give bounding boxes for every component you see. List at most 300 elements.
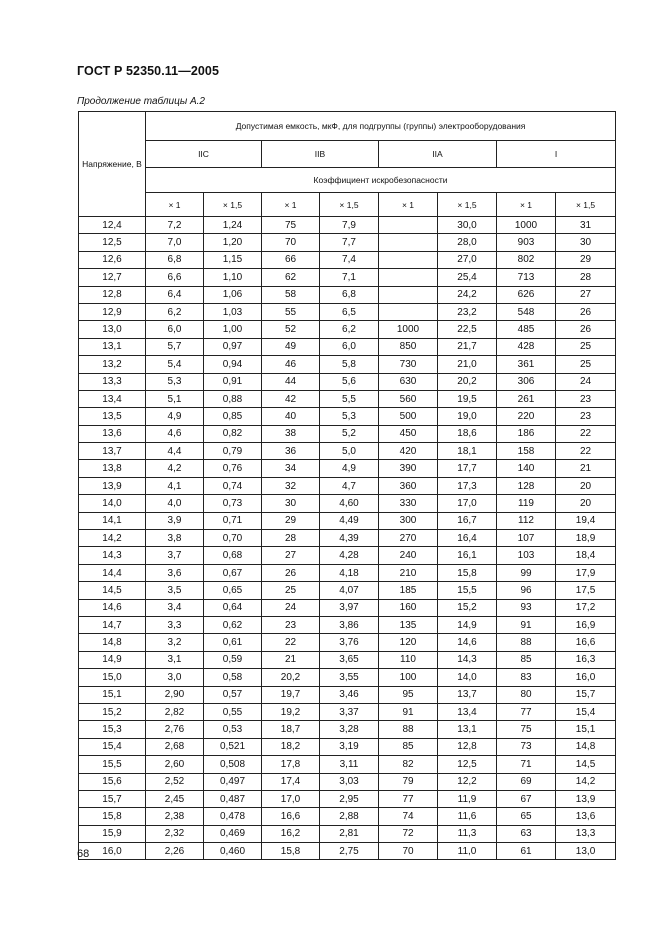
capacitance-cell: 28,0 [438,234,497,251]
capacitance-cell: 80 [497,686,556,703]
capacitance-cell: 17,3 [438,477,497,494]
capacitance-cell: 3,8 [146,530,204,547]
capacitance-cell: 548 [497,303,556,320]
capacitance-cell: 61 [497,843,556,860]
capacitance-cell: 77 [379,790,438,807]
capacitance-cell: 107 [497,530,556,547]
capacitance-cell: 28 [262,530,320,547]
capacitance-cell [379,234,438,251]
capacitance-cell: 2,32 [146,825,204,842]
capacitance-cell: 17,0 [262,790,320,807]
capacitance-cell: 119 [497,495,556,512]
capacitance-cell: 14,5 [556,756,616,773]
capacitance-cell: 0,85 [204,408,262,425]
capacitance-cell: 14,8 [556,738,616,755]
capacitance-cell: 0,76 [204,460,262,477]
capacitance-cell: 626 [497,286,556,303]
capacitance-cell: 3,2 [146,634,204,651]
voltage-cell: 15,3 [79,721,146,738]
capacitance-cell: 18,2 [262,738,320,755]
capacitance-cell: 14,9 [438,616,497,633]
group-header-i: I [497,141,616,168]
voltage-cell: 15,2 [79,703,146,720]
capacitance-cell: 360 [379,477,438,494]
capacitance-cell: 0,97 [204,338,262,355]
capacitance-cell: 11,6 [438,808,497,825]
capacitance-cell: 2,90 [146,686,204,703]
voltage-cell: 16,0 [79,843,146,860]
multiplier-header: × 1,5 [556,193,616,217]
capacitance-cell: 6,6 [146,269,204,286]
capacitance-cell: 2,75 [320,843,379,860]
table-row [79,443,616,460]
capacitance-cell: 21 [262,651,320,668]
capacitance-cell: 1,15 [204,251,262,268]
capacitance-cell: 16,0 [556,669,616,686]
capacitance-cell: 0,73 [204,495,262,512]
capacitance-cell: 4,9 [320,460,379,477]
capacitance-cell: 0,478 [204,808,262,825]
capacitance-cell: 96 [497,582,556,599]
capacitance-cell: 330 [379,495,438,512]
capacitance-header: Допустимая емкость, мкФ, для подгруппы (группы) электрооборудования [146,112,616,141]
capacitance-cell: 19,4 [556,512,616,529]
capacitance-cell: 3,03 [320,773,379,790]
capacitance-cell: 16,9 [556,616,616,633]
capacitance-cell: 17,5 [556,582,616,599]
multiplier-header: × 1 [379,193,438,217]
capacitance-cell: 16,3 [556,651,616,668]
capacitance-cell: 12,8 [438,738,497,755]
capacitance-cell: 7,2 [146,217,204,234]
capacitance-cell: 630 [379,373,438,390]
capacitance-cell: 70 [379,843,438,860]
voltage-cell: 13,9 [79,477,146,494]
capacitance-cell: 15,4 [556,703,616,720]
capacitance-cell: 0,79 [204,443,262,460]
capacitance-cell: 220 [497,408,556,425]
capacitance-cell: 17,9 [556,564,616,581]
capacitance-cell: 3,37 [320,703,379,720]
capacitance-cell: 103 [497,547,556,564]
capacitance-cell: 3,1 [146,651,204,668]
capacitance-cell: 93 [497,599,556,616]
capacitance-cell: 24 [262,599,320,616]
capacitance-cell: 14,2 [556,773,616,790]
capacitance-cell: 73 [497,738,556,755]
capacitance-cell: 25 [556,338,616,355]
capacitance-cell: 3,46 [320,686,379,703]
voltage-cell: 12,6 [79,251,146,268]
capacitance-cell: 15,2 [438,599,497,616]
capacitance-cell: 0,62 [204,616,262,633]
capacitance-cell: 0,82 [204,425,262,442]
capacitance-cell: 16,6 [262,808,320,825]
capacitance-cell: 0,521 [204,738,262,755]
capacitance-cell: 16,6 [556,634,616,651]
capacitance-cell: 500 [379,408,438,425]
capacitance-cell: 3,19 [320,738,379,755]
capacitance-cell: 0,91 [204,373,262,390]
capacitance-cell: 88 [497,634,556,651]
capacitance-cell: 3,55 [320,669,379,686]
group-header-iia: IIA [379,141,497,168]
capacitance-cell: 21,7 [438,338,497,355]
table-row [79,217,616,234]
voltage-cell: 12,4 [79,217,146,234]
capacitance-cell: 15,7 [556,686,616,703]
capacitance-cell: 2,45 [146,790,204,807]
capacitance-cell: 485 [497,321,556,338]
capacitance-cell: 11,9 [438,790,497,807]
capacitance-cell: 0,487 [204,790,262,807]
multiplier-header: × 1 [146,193,204,217]
capacitance-cell: 5,7 [146,338,204,355]
capacitance-cell: 20,2 [438,373,497,390]
table-row [79,651,616,668]
capacitance-cell: 23 [556,408,616,425]
capacitance-cell: 3,0 [146,669,204,686]
voltage-cell: 13,2 [79,356,146,373]
capacitance-cell: 21,0 [438,356,497,373]
voltage-cell: 15,5 [79,756,146,773]
table-row [79,703,616,720]
capacitance-cell: 5,1 [146,390,204,407]
capacitance-cell: 42 [262,390,320,407]
capacitance-cell: 0,58 [204,669,262,686]
capacitance-cell: 1,24 [204,217,262,234]
capacitance-cell: 58 [262,286,320,303]
table-row [79,269,616,286]
capacitance-cell [379,303,438,320]
capacitance-cell: 4,07 [320,582,379,599]
table-row [79,634,616,651]
capacitance-cell: 450 [379,425,438,442]
capacitance-cell: 2,95 [320,790,379,807]
capacitance-cell: 5,3 [320,408,379,425]
capacitance-cell: 0,67 [204,564,262,581]
table-row [79,477,616,494]
capacitance-cell: 112 [497,512,556,529]
table-row [79,616,616,633]
capacitance-cell: 4,2 [146,460,204,477]
capacitance-cell: 14,0 [438,669,497,686]
capacitance-cell: 2,88 [320,808,379,825]
capacitance-cell: 1000 [379,321,438,338]
page-number: 68 [77,848,90,860]
voltage-cell: 13,8 [79,460,146,477]
voltage-cell: 12,9 [79,303,146,320]
voltage-cell: 13,0 [79,321,146,338]
capacitance-cell: 82 [379,756,438,773]
capacitance-cell: 66 [262,251,320,268]
capacitance-cell: 7,4 [320,251,379,268]
voltage-cell: 13,5 [79,408,146,425]
capacitance-cell: 31 [556,217,616,234]
capacitance-cell: 17,2 [556,599,616,616]
capacitance-cell: 0,460 [204,843,262,860]
capacitance-cell: 7,1 [320,269,379,286]
table-row [79,356,616,373]
document-header: ГОСТ Р 52350.11—2005 [77,64,220,78]
capacitance-cell: 3,97 [320,599,379,616]
capacitance-cell: 2,81 [320,825,379,842]
capacitance-cell: 22,5 [438,321,497,338]
multiplier-header: × 1,5 [204,193,262,217]
capacitance-cell: 6,0 [320,338,379,355]
capacitance-cell: 0,71 [204,512,262,529]
capacitance-cell: 46 [262,356,320,373]
capacitance-cell: 16,4 [438,530,497,547]
capacitance-cell: 22 [262,634,320,651]
table-row [79,460,616,477]
capacitance-cell: 306 [497,373,556,390]
capacitance-cell: 3,28 [320,721,379,738]
voltage-cell: 14,2 [79,530,146,547]
capacitance-cell: 0,88 [204,390,262,407]
capacitance-cell: 14,6 [438,634,497,651]
capacitance-cell: 62 [262,269,320,286]
capacitance-cell: 49 [262,338,320,355]
voltage-cell: 13,1 [79,338,146,355]
table-header [79,112,616,217]
capacitance-cell: 300 [379,512,438,529]
table-row [79,738,616,755]
capacitance-cell: 270 [379,530,438,547]
capacitance-cell [379,269,438,286]
capacitance-cell: 100 [379,669,438,686]
table-caption: Продолжение таблицы А.2 [77,96,205,107]
capacitance-cell: 3,86 [320,616,379,633]
capacitance-cell: 40 [262,408,320,425]
voltage-cell: 14,4 [79,564,146,581]
capacitance-cell: 3,4 [146,599,204,616]
capacitance-cell: 30 [556,234,616,251]
capacitance-cell: 6,4 [146,286,204,303]
capacitance-cell: 25 [556,356,616,373]
capacitance-cell: 1,06 [204,286,262,303]
table-row [79,669,616,686]
capacitance-cell: 3,3 [146,616,204,633]
capacitance-cell: 120 [379,634,438,651]
table-row [79,808,616,825]
capacitance-cell: 185 [379,582,438,599]
capacitance-cell: 20 [556,477,616,494]
capacitance-cell: 0,61 [204,634,262,651]
voltage-cell: 12,5 [79,234,146,251]
capacitance-cell: 27,0 [438,251,497,268]
capacitance-cell: 6,8 [146,251,204,268]
capacitance-cell: 36 [262,443,320,460]
capacitance-cell: 4,49 [320,512,379,529]
voltage-cell: 14,0 [79,495,146,512]
voltage-cell: 13,6 [79,425,146,442]
capacitance-cell: 6,8 [320,286,379,303]
table-row [79,530,616,547]
capacitance-cell: 0,55 [204,703,262,720]
capacitance-cell: 15,5 [438,582,497,599]
capacitance-cell: 13,1 [438,721,497,738]
capacitance-cell: 11,3 [438,825,497,842]
capacitance-cell: 361 [497,356,556,373]
capacitance-cell: 3,7 [146,547,204,564]
capacitance-cell: 34 [262,460,320,477]
table-row [79,773,616,790]
capacitance-cell: 13,3 [556,825,616,842]
capacitance-cell: 26 [556,321,616,338]
capacitance-cell: 428 [497,338,556,355]
capacitance-cell: 19,0 [438,408,497,425]
capacitance-cell: 72 [379,825,438,842]
capacitance-cell: 3,76 [320,634,379,651]
capacitance-cell: 5,4 [146,356,204,373]
multiplier-header: × 1,5 [320,193,379,217]
capacitance-cell: 5,8 [320,356,379,373]
capacitance-cell: 21 [556,460,616,477]
table-row [79,286,616,303]
capacitance-cell: 5,2 [320,425,379,442]
capacitance-cell: 3,5 [146,582,204,599]
capacitance-table [78,111,616,860]
capacitance-cell: 6,2 [320,321,379,338]
capacitance-cell: 4,60 [320,495,379,512]
capacitance-cell: 19,7 [262,686,320,703]
capacitance-cell: 0,64 [204,599,262,616]
capacitance-cell: 903 [497,234,556,251]
capacitance-cell: 13,7 [438,686,497,703]
capacitance-cell: 17,8 [262,756,320,773]
table-body [79,217,616,860]
capacitance-cell: 18,6 [438,425,497,442]
table-row [79,390,616,407]
multiplier-header: × 1,5 [438,193,497,217]
capacitance-cell: 420 [379,443,438,460]
capacitance-cell: 2,68 [146,738,204,755]
multiplier-header: × 1 [497,193,556,217]
capacitance-cell: 13,9 [556,790,616,807]
voltage-cell: 14,7 [79,616,146,633]
capacitance-cell: 1,03 [204,303,262,320]
capacitance-cell: 5,5 [320,390,379,407]
capacitance-cell: 95 [379,686,438,703]
table-row [79,251,616,268]
capacitance-cell: 23,2 [438,303,497,320]
voltage-cell: 13,7 [79,443,146,460]
capacitance-cell: 4,39 [320,530,379,547]
capacitance-cell: 52 [262,321,320,338]
capacitance-cell: 91 [379,703,438,720]
capacitance-cell: 4,6 [146,425,204,442]
capacitance-cell: 30,0 [438,217,497,234]
capacitance-cell: 17,0 [438,495,497,512]
group-header-iib: IIB [262,141,379,168]
capacitance-cell: 26 [556,303,616,320]
multiplier-header: × 1 [262,193,320,217]
capacitance-cell: 13,6 [556,808,616,825]
table-row [79,338,616,355]
capacitance-cell: 79 [379,773,438,790]
table-row [79,512,616,529]
capacitance-cell: 0,57 [204,686,262,703]
capacitance-cell: 11,0 [438,843,497,860]
capacitance-cell: 0,469 [204,825,262,842]
capacitance-cell: 2,26 [146,843,204,860]
capacitance-cell: 88 [379,721,438,738]
capacitance-cell: 30 [262,495,320,512]
capacitance-cell: 5,6 [320,373,379,390]
capacitance-cell: 75 [262,217,320,234]
capacitance-cell: 77 [497,703,556,720]
capacitance-cell: 28 [556,269,616,286]
capacitance-cell: 135 [379,616,438,633]
capacitance-cell: 12,2 [438,773,497,790]
capacitance-cell: 6,5 [320,303,379,320]
table-row [79,425,616,442]
capacitance-cell: 1,10 [204,269,262,286]
capacitance-cell: 16,1 [438,547,497,564]
voltage-cell: 14,9 [79,651,146,668]
capacitance-cell: 4,4 [146,443,204,460]
capacitance-cell: 91 [497,616,556,633]
capacitance-cell: 55 [262,303,320,320]
capacitance-cell: 23 [556,390,616,407]
capacitance-cell: 0,68 [204,547,262,564]
capacitance-cell: 5,0 [320,443,379,460]
capacitance-cell: 261 [497,390,556,407]
capacitance-cell: 85 [497,651,556,668]
capacitance-cell: 7,7 [320,234,379,251]
voltage-cell: 14,6 [79,599,146,616]
capacitance-cell: 0,53 [204,721,262,738]
capacitance-cell: 110 [379,651,438,668]
voltage-cell: 14,3 [79,547,146,564]
voltage-cell: 14,8 [79,634,146,651]
table-row [79,303,616,320]
voltage-header: Напряжение, В [79,112,146,217]
capacitance-cell: 2,60 [146,756,204,773]
capacitance-cell: 15,1 [556,721,616,738]
capacitance-cell: 44 [262,373,320,390]
capacitance-cell: 65 [497,808,556,825]
table-row [79,599,616,616]
capacitance-cell: 2,76 [146,721,204,738]
capacitance-cell: 29 [556,251,616,268]
capacitance-cell: 18,9 [556,530,616,547]
capacitance-cell: 32 [262,477,320,494]
capacitance-cell: 85 [379,738,438,755]
table-row [79,321,616,338]
capacitance-cell: 5,3 [146,373,204,390]
capacitance-cell: 15,8 [262,843,320,860]
capacitance-cell: 4,18 [320,564,379,581]
table-row [79,373,616,390]
capacitance-cell: 25 [262,582,320,599]
capacitance-cell: 14,3 [438,651,497,668]
capacitance-cell: 128 [497,477,556,494]
capacitance-cell: 2,82 [146,703,204,720]
table-row [79,825,616,842]
capacitance-cell: 12,5 [438,756,497,773]
voltage-cell: 14,5 [79,582,146,599]
capacitance-cell: 1,00 [204,321,262,338]
capacitance-cell: 4,1 [146,477,204,494]
capacitance-cell: 6,2 [146,303,204,320]
capacitance-cell: 17,4 [262,773,320,790]
capacitance-cell: 0,65 [204,582,262,599]
capacitance-cell: 210 [379,564,438,581]
voltage-cell: 15,0 [79,669,146,686]
voltage-cell: 13,3 [79,373,146,390]
